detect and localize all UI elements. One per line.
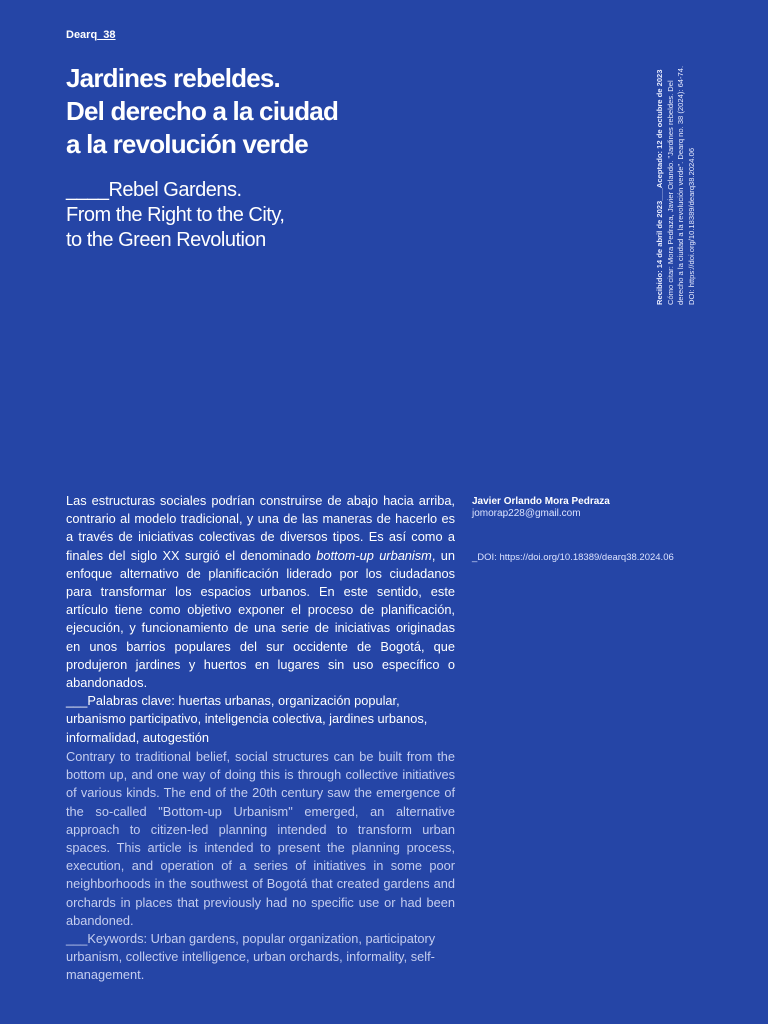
side-publication-info bbox=[655, 55, 697, 305]
title-english: ____Rebel Gardens. From the Right to the City, to the Green Revolution bbox=[66, 179, 285, 251]
abstract-en-text: Contrary to traditional belief, social structures can be built from the bottom up, and one way of doing this is through collective initiatives of various kinds. The end of the 20th century saw the emergence of the so-called "Bottom-up Urbanism" emerged, an alternative approach to citizen-led planning intended to transform urban spaces. This article is intended to present the planning process, execution, and operation of a series of initiatives in some poor neighborhoods in the southwest of Bogotá that created gardens and orchards in places that previously had no specific use or had been abandoned. bbox=[66, 749, 455, 928]
abstract-es-text-after: , un enfoque alternativo de planificación liderado por los ciudadanos para transformar los espacios urbanos. En este sentido, este artículo tiene como objetivo exponer el proceso de planificación, ejecución, y funcionamiento de una serie de iniciativas originadas en unos barrios populares del sur occidente de Bogotá, que produjeron jardines y huertos en lugares sin uso específico o abandonados. bbox=[66, 547, 455, 691]
keywords-spanish: ___Palabras clave: huertas urbanas, organización popular, urbanismo participativo, inteligencia colectiva, jardines urbanos, informalidad, autogestión bbox=[66, 693, 428, 745]
author-block bbox=[472, 496, 610, 520]
author-name: Javier Orlando Mora Pedraza bbox=[472, 496, 610, 507]
journal-issue: _38 bbox=[97, 29, 116, 41]
abstract-es-italic-term: bottom-up urbanism bbox=[316, 547, 432, 563]
author-email[interactable]: jomorap228@gmail.com bbox=[472, 508, 581, 519]
citation-text: Cómo citar: Mora Pedraza, Javier Orlando. "Jardines rebeldes. Del derecho a la ciudad a la revolución verde". Dearq no. 38 (2024): 64-74. DOI: https://doi.org/10.18389/dearq38.2024.06 bbox=[665, 65, 696, 305]
journal-name: Dearq bbox=[66, 29, 98, 41]
journal-header bbox=[66, 29, 116, 41]
keywords-english: ___Keywords: Urban gardens, popular organization, participatory urbanism, collective intelligence, urban orchards, informality, self-management. bbox=[66, 931, 436, 983]
title-spanish: Jardines rebeldes. Del derecho a la ciudad a la revolución verde bbox=[66, 63, 339, 159]
abstract-es-text-before: Las estructuras sociales podrían construirse de abajo hacia arriba, contrario al modelo tradicional, y una de las maneras de hacerlo es a través de iniciativas colectivas de diversos tipos. Es así como a finales del siglo XX surgió el denominado bbox=[66, 493, 455, 563]
abstract-spanish bbox=[66, 492, 455, 747]
abstract-english bbox=[66, 748, 455, 985]
doi-link[interactable]: _DOI: https://doi.org/10.18389/dearq38.2024.06 bbox=[472, 552, 674, 563]
accepted-date: ___Aceptado: 12 de octubre de 2023 bbox=[655, 69, 664, 201]
received-date: Recibido: 14 de abril de 2023 bbox=[655, 200, 664, 305]
